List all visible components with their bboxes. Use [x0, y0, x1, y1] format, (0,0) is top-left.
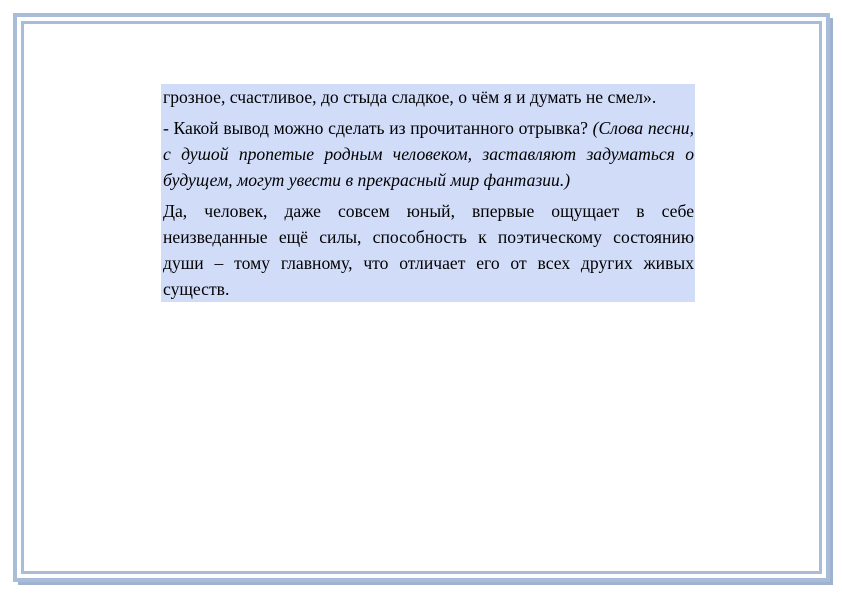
- paragraph-question: [161, 110, 695, 193]
- question-text: - Какой вывод можно сделать из прочитанного отрывка?: [163, 118, 593, 138]
- answer-text: (Слова песни, с душой пропетые родным человеком, заставляют задуматься о будущем, могут увести в прекрасный мир фантазии.): [163, 118, 694, 190]
- frame-shadow-bottom: [18, 582, 833, 585]
- paragraph-quote-end: грозное, счастливое, до стыда сладкое, о чём я и думать не смел».: [161, 84, 695, 110]
- text-block: [161, 84, 695, 302]
- paragraph-conclusion: Да, человек, даже совсем юный, впервые ощущает в себе неизведанные ещё силы, способность к поэтическому состоянию души – тому главному, что отличает его от всех других живых существ.: [161, 193, 695, 302]
- frame-shadow-right: [830, 18, 833, 584]
